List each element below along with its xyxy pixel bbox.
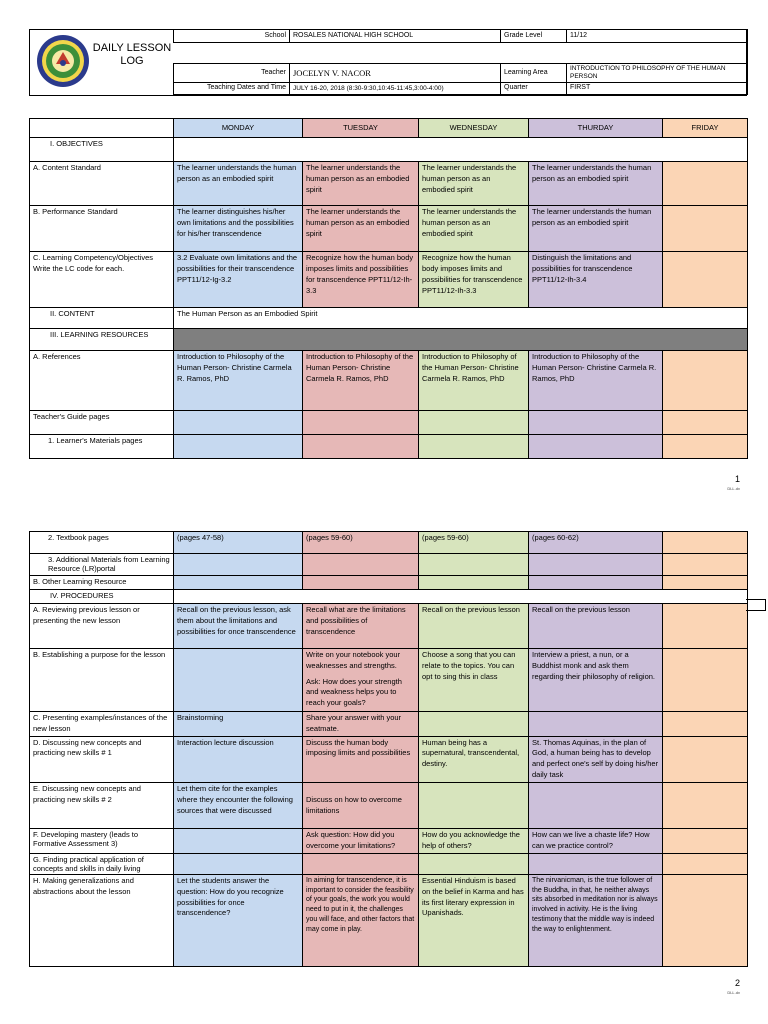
day-header-thursday: THURDAY — [529, 119, 663, 138]
dates-value: JULY 16-20, 2018 (8:30-9:30,10:45-11:45,3:00-4:00) — [290, 83, 501, 95]
page-footer-1: DLL.dv — [727, 486, 740, 491]
procedures-heading: IV. PROCEDURES — [30, 589, 174, 603]
proc-b-wed: Choose a song that you can relate to the topics. You can opt to sing this in class — [419, 648, 529, 711]
textbook-wed: (pages 59-60) — [419, 532, 529, 554]
area-value: INTRODUCTION TO PHILOSOPHY OF THE HUMAN PERSON — [567, 64, 748, 83]
content-standard-wed: The learner understands the human person as an embodied spirit — [419, 162, 529, 206]
content-standard-thu: The learner understands the human person as an embodied spirit — [529, 162, 663, 206]
proc-a-label: A. Reviewing previous lesson or presenting the new lesson — [30, 603, 174, 648]
proc-a-mon: Recall on the previous lesson, ask them about the limitations and possibilities for once transcendence — [174, 603, 303, 648]
page-number-1: 1 — [734, 474, 740, 484]
proc-c-label: C. Presenting examples/instances of the new lesson — [30, 711, 174, 736]
proc-h-tue: In aiming for transcendence, it is important to consider the feasibility of your goals, the work you would need to put in it, the challenges you will face, and other factors that may come in play. — [303, 874, 419, 966]
textbook-label: 2. Textbook pages — [30, 532, 174, 554]
proc-e-tue: Discuss on how to overcome limitations — [303, 783, 419, 829]
quarter-value: FIRST — [567, 83, 748, 95]
page-number-2: 2 — [734, 978, 740, 988]
proc-b-tue — [303, 648, 419, 711]
textbook-mon: (pages 47-58) — [174, 532, 303, 554]
content-standard-mon: The learner understands the human person as an embodied spirit — [174, 162, 303, 206]
content-heading: II. CONTENT — [30, 308, 174, 329]
page2-table — [29, 531, 748, 967]
proc-h-wed: Essential Hinduism is based on the belief in Karma and has its first literary expression in Upanishads. — [419, 874, 529, 966]
references-label: A. References — [30, 351, 174, 411]
proc-f-thu: How can we live a chaste life? How can we practice control? — [529, 829, 663, 854]
objectives-heading: I. OBJECTIVES — [30, 138, 174, 162]
performance-standard-label: B. Performance Standard — [30, 206, 174, 252]
teacher-value: JOCELYN V. NACOR — [290, 64, 501, 83]
proc-f-wed: How do you acknowledge the help of others? — [419, 829, 529, 854]
competency-label: C. Learning Competency/Objectives Write the LC code for each. — [30, 252, 174, 308]
proc-b-mon — [174, 648, 303, 711]
competency-mon: 3.2 Evaluate own limitations and the possibilities for their transcendence PPT11/12-Ig-3.2 — [174, 252, 303, 308]
proc-a-wed: Recall on the previous lesson — [419, 603, 529, 648]
content-standard-tue: The learner understands the human person as an embodied spirit — [303, 162, 419, 206]
competency-wed: Recognize how the human body imposes limits and possibilities for transcendence PPT11/12-Ih-3.3 — [419, 252, 529, 308]
day-header-tuesday: TUESDAY — [303, 119, 419, 138]
proc-f-label: F. Developing mastery (leads to Formative Assessment 3) — [30, 829, 174, 854]
proc-e-mon: Let them cite for the examples where they encounter the following sources that were discussed — [174, 783, 303, 829]
day-header-wednesday: WEDNESDAY — [419, 119, 529, 138]
performance-standard-fri — [663, 206, 748, 252]
proc-d-wed: Human being has a supernatural, transcendental, destiny. — [419, 736, 529, 783]
proc-c-tue: Share your answer with your seatmate. — [303, 711, 419, 736]
performance-standard-thu: The learner understands the human person as an embodied spirit — [529, 206, 663, 252]
learning-resources-heading: III. LEARNING RESOURCES — [30, 329, 174, 351]
proc-g-label: G. Finding practical application of concepts and skills in daily living — [30, 853, 174, 874]
dll-title-line2: LOG — [120, 55, 144, 67]
proc-b-label: B. Establishing a purpose for the lesson — [30, 648, 174, 711]
school-label: School — [174, 30, 290, 43]
textbook-tue: (pages 59-60) — [303, 532, 419, 554]
proc-h-label: H. Making generalizations and abstractions about the lesson — [30, 874, 174, 966]
proc-c-mon: Brainstorming — [174, 711, 303, 736]
performance-standard-mon: The learner distinguishes his/her own limitations and the possibilities for his/her transcendence — [174, 206, 303, 252]
teacher-label: Teacher — [174, 64, 290, 83]
dll-title-line1: DAILY LESSON — [92, 42, 172, 54]
proc-d-mon: Interaction lecture discussion — [174, 736, 303, 783]
proc-d-tue: Discuss the human body imposing limits and possibilities — [303, 736, 419, 783]
school-value: ROSALES NATIONAL HIGH SCHOOL — [290, 30, 501, 43]
performance-standard-tue: The learner understands the human person as an embodied spirit — [303, 206, 419, 252]
grade-label: Grade Level — [501, 30, 567, 43]
references-thu: Introduction to Philosophy of the Human Person- Christine Carmela R. Ramos, PhD — [529, 351, 663, 411]
proc-e-label: E. Discussing new concepts and practicing new skills # 2 — [30, 783, 174, 829]
proc-b-tue-line1: Write on your notebook your weaknesses and strengths. — [306, 649, 401, 670]
references-wed: Introduction to Philosophy of the Human Person- Christine Carmela R. Ramos, PhD — [419, 351, 529, 411]
competency-thu: Distinguish the limitations and possibilities for transcendence PPT11/12-Ih-3.4 — [529, 252, 663, 308]
other-resource-label: B. Other Learning Resource — [30, 576, 174, 590]
competency-tue: Recognize how the human body imposes limits and possibilities for transcendence PPT11/12-Ih-3.3 — [303, 252, 419, 308]
proc-b-tue-line2: Ask: How does your strength and weakness helps you to reach your goals? — [306, 676, 402, 708]
performance-standard-wed: The learner understands the human person as an embodied spirit — [419, 206, 529, 252]
learners-materials-label: 1. Learner's Materials pages — [30, 435, 174, 459]
references-fri — [663, 351, 748, 411]
proc-f-tue: Ask question: How did you overcome your limitations? — [303, 829, 419, 854]
proc-a-thu: Recall on the previous lesson — [529, 603, 663, 648]
dll-title — [92, 42, 172, 68]
header-table — [173, 29, 748, 95]
page1-table — [29, 118, 748, 459]
teachers-guide-label: Teacher's Guide pages — [30, 411, 174, 435]
proc-b-thu: Interview a priest, a nun, or a Buddhist monk and ask them regarding their philosophy of religion. — [529, 648, 663, 711]
proc-h-mon: Let the students answer the question: How do you recognize possibilities for once transcendence? — [174, 874, 303, 966]
grade-value: 11/12 — [567, 30, 748, 43]
competency-fri — [663, 252, 748, 308]
procedures-row-tail — [746, 599, 766, 611]
day-header-monday: MONDAY — [174, 119, 303, 138]
area-label: Learning Area — [501, 64, 567, 83]
quarter-label: Quarter — [501, 83, 567, 95]
day-header-friday: FRIDAY — [663, 119, 748, 138]
deped-seal-icon — [36, 34, 90, 88]
dates-label: Teaching Dates and Time — [174, 83, 290, 95]
proc-d-label: D. Discussing new concepts and practicing new skills # 1 — [30, 736, 174, 783]
additional-materials-label: 3. Additional Materials from Learning Resource (LR)portal — [30, 554, 174, 576]
content-value: The Human Person as an Embodied Spirit — [174, 308, 748, 329]
content-standard-label: A. Content Standard — [30, 162, 174, 206]
learning-resources-bar — [174, 329, 748, 351]
proc-a-tue: Recall what are the limitations and possibilities of transcendence — [303, 603, 419, 648]
references-tue: Introduction to Philosophy of the Human Person- Christine Carmela R. Ramos, PhD — [303, 351, 419, 411]
page-footer-2: DLL.dv — [727, 990, 740, 995]
textbook-thu: (pages 60-62) — [529, 532, 663, 554]
references-mon: Introduction to Philosophy of the Human Person- Christine Carmela R. Ramos, PhD — [174, 351, 303, 411]
proc-d-thu: St. Thomas Aquinas, in the plan of God, a human being has to develop and perfect one's self by doing his/her daily task — [529, 736, 663, 783]
content-standard-fri — [663, 162, 748, 206]
proc-h-thu: The nirvanicman, is the true follower of the Buddha, in that, he neither always sits absorbed in meditation nor is always involved in activity. He is the living testimony that the middle way is indeed the way to enlightenment. — [529, 874, 663, 966]
